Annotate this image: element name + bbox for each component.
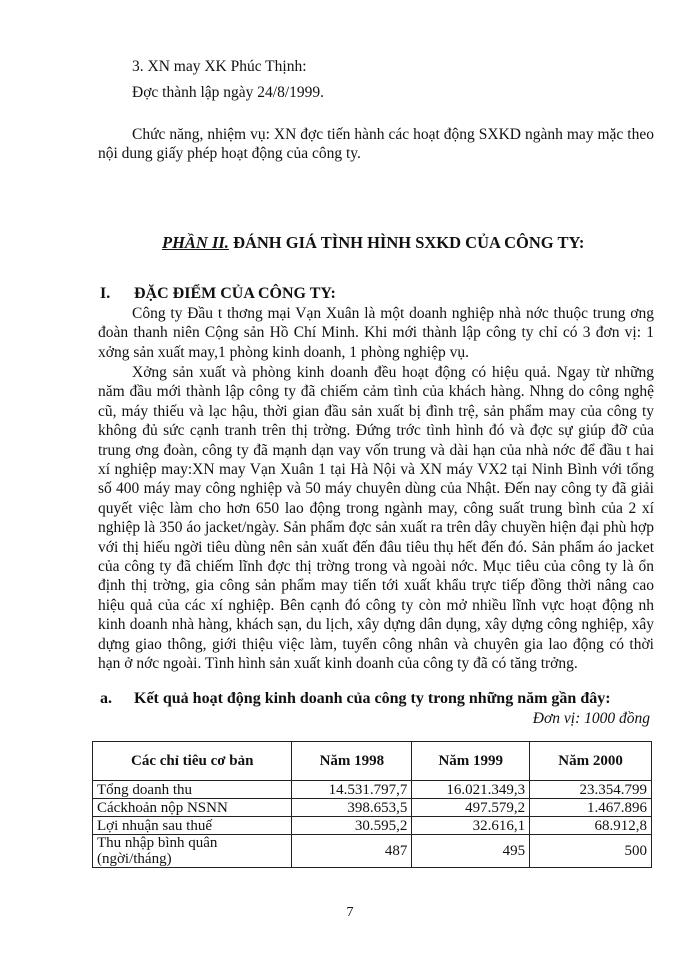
row-value-2000: 23.354.799 <box>530 781 652 799</box>
row-value-1998: 398.653,5 <box>292 799 412 817</box>
row-value-2000: 1.467.896 <box>530 799 652 817</box>
subsection-number: a. <box>100 690 112 707</box>
company-intro-text: Công ty Đầu t thơng mại Vạn Xuân là một doanh nghiệp nhà nớc thuộc trung ơng đoàn thanh niên Cộng sản Hồ Chí Minh. Khi mới thành lập công ty chỉ có 3 đơn vị: 1 xởng sản xuất may,1 phòng kinh doanh, 1 phòng nghiệp vụ. <box>98 305 654 361</box>
header-indicators: Các chỉ tiêu cơ bản <box>93 742 292 781</box>
table-header-row <box>93 742 652 781</box>
row-value-1999: 497.579,2 <box>412 799 530 817</box>
row-value-1998: 487 <box>292 835 412 868</box>
company-history-paragraph <box>98 363 654 674</box>
part-title: ĐÁNH GIÁ TÌNH HÌNH SXKD CỦA CÔNG TY: <box>228 233 585 252</box>
section-heading <box>100 285 336 303</box>
part-label: PHẦN II. <box>162 233 229 252</box>
row-value-1999: 16.021.349,3 <box>412 781 530 799</box>
row-label: Thu nhập bình quân (ngời/tháng) <box>93 835 292 868</box>
row-value-1999: 32.616,1 <box>412 817 530 835</box>
header-2000: Năm 2000 <box>530 742 652 781</box>
row-value-2000: 500 <box>530 835 652 868</box>
functions-paragraph <box>98 125 654 164</box>
subsection-heading <box>100 690 611 708</box>
row-value-2000: 68.912,8 <box>530 817 652 835</box>
section-title: ĐẶC ĐIỂM CỦA CÔNG TY: <box>134 285 336 302</box>
company-history-text: Xởng sản xuất và phòng kinh doanh đều hoạt động có hiệu quả. Ngay từ những năm đầu mới thành lập công ty đã chiếm cảm tình của khách hàng. Nhng do công nghệ cũ, máy thiếu và lạc hậu, thời gian đầu sản xuất bị đình trệ, sản phẩm may của công ty không đủ sức cạnh tranh trên thị trờng. Đứng trớc tình hình đó và đợc sự giúp đỡ của trung ơng đoàn, công ty đã mạnh dạn vay vốn trung và dài hạn của nhà nớc để đầu t hai xí nghiệp may:XN may Vạn Xuân 1 tại Hà Nội và XN máy VX2 tại Ninh Bình với tổng số 400 máy may công nghiệp và 50 máy chuyên dùng của Nhật. Đến nay công ty đã giải quyết việc làm cho hơn 650 lao động trong ngành may, công suất trung bình của 2 xí nghiệp là 350 áo jacket/ngày. Sản phẩm đợc sản xuất ra trên dây chuyền hiện đại phù hợp với thị hiếu ngời tiêu dùng nên sản xuất đến đâu tiêu thụ hết đến đó. Sản phẩm áo jacket của công ty đã chiếm lĩnh đợc thị trờng trong và ngoài nớc. Mục tiêu của công ty là ổn định thị trờng, gia công sản phẩm may tiến tới xuất khẩu trực tiếp đồng thời nâng cao hiệu quả của các xí nghiệp. Bên cạnh đó công ty còn mở nhiều lĩnh vực hoạt động nh kinh doanh nhà hàng, khách sạn, du lịch, xây dựng dân dụng, xây dựng công nghiệp, xây dựng giao thông, giới thiệu việc làm, tuyển công nhân và chuyên gia lao động có thời hạn ở nớc ngoài. Tình hình sản xuất kinh doanh của công ty đã có tăng trởng. <box>98 364 654 673</box>
functions-text: Chức năng, nhiệm vụ: XN đợc tiến hành các hoạt động SXKD ngành may mặc theo nội dung giấy phép hoạt động của công ty. <box>98 126 654 163</box>
row-value-1998: 14.531.797,7 <box>292 781 412 799</box>
table-row <box>93 799 652 817</box>
row-value-1998: 30.595,2 <box>292 817 412 835</box>
founding-date-line: Đợc thành lập ngày 24/8/1999. <box>132 84 325 101</box>
table-row <box>93 817 652 835</box>
company-item-heading: 3. XN may XK Phúc Thịnh: <box>132 58 307 75</box>
company-intro-paragraph <box>98 304 654 362</box>
header-1998: Năm 1998 <box>292 742 412 781</box>
table-row <box>93 835 652 868</box>
business-results-table <box>92 741 652 868</box>
row-label: Tổng doanh thu <box>93 781 292 799</box>
section-number: I. <box>100 285 111 302</box>
page-number: 7 <box>346 905 354 920</box>
row-label: Cáckhoản nộp NSNN <box>93 799 292 817</box>
part-heading <box>162 233 584 253</box>
subsection-title: Kết quả hoạt động kinh doanh của công ty trong những năm gần đây: <box>134 690 611 707</box>
table-row <box>93 781 652 799</box>
row-value-1999: 495 <box>412 835 530 868</box>
unit-label: Đơn vị: 1000 đồng <box>532 710 650 727</box>
header-1999: Năm 1999 <box>412 742 530 781</box>
row-label: Lợi nhuận sau thuế <box>93 817 292 835</box>
